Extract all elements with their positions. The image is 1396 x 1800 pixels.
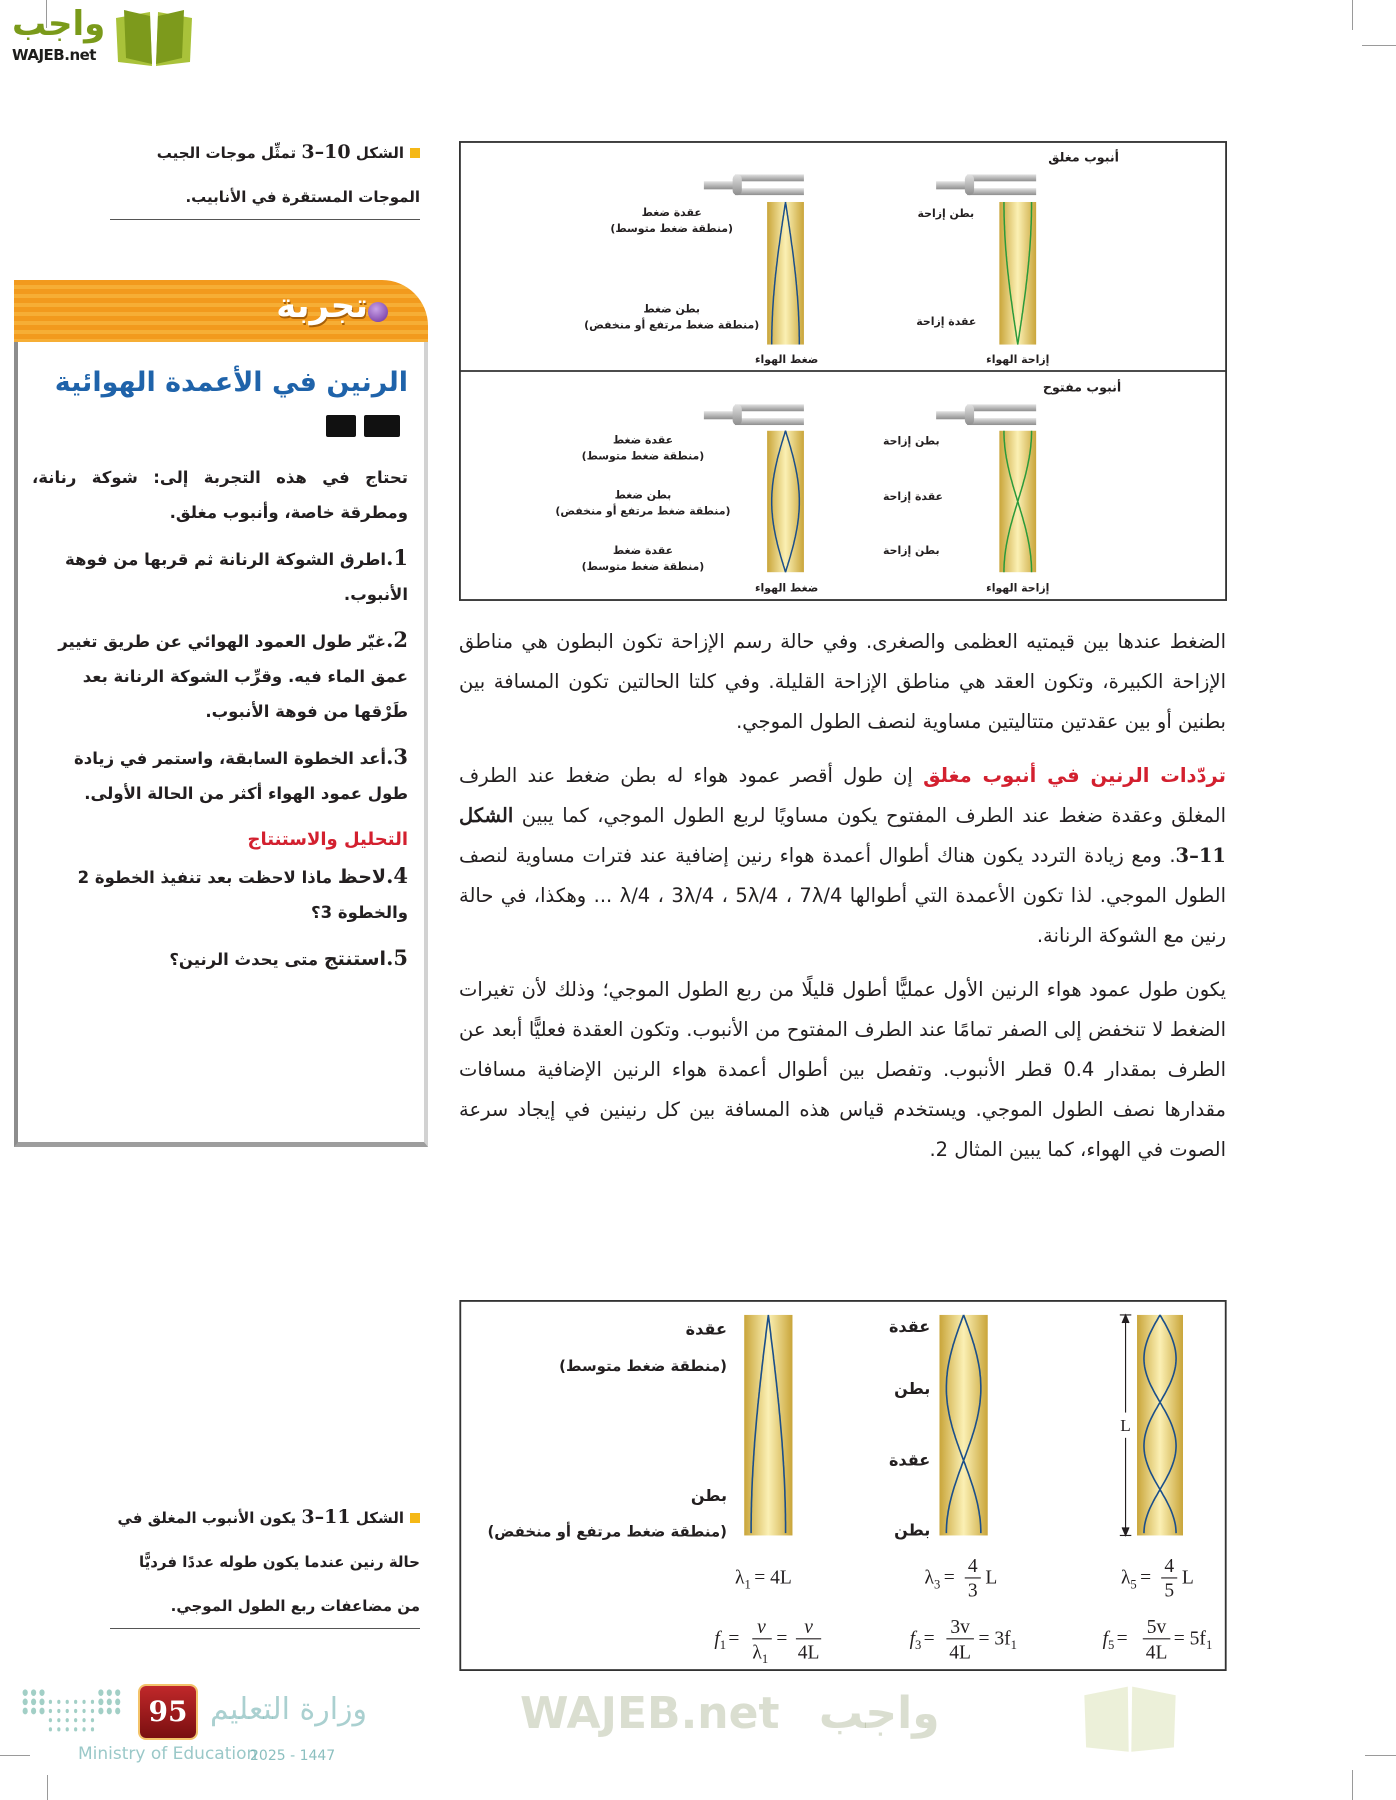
svg-text:λ5=: $\lambda_5$ = bbox=[1120, 1567, 1152, 1592]
svg-text:5: 5 bbox=[1164, 1580, 1175, 1602]
label-antinode: بطن bbox=[894, 1520, 931, 1540]
logo-dot bbox=[82, 1700, 85, 1704]
body-paragraph: يكون طول عمود هواء الرنين الأول عمليًّا أطول قليلًا من ربع الطول الموجي؛ وذلك لأن تغيرات الضغط لا تنخفض إلى الصفر تمامًا عند الطرف المفتوح من الأنبوب. وتكون العقدة فعليًّا أبعد عن الطرف بمقدار 0.4 قطر الأنبوب. وتفصل بين أطوال أعمدة هواء الرنين الإضافية مسافات مقدارها نصف الطول الموجي. ويستخدم قياس هذه المسافة بين كل رنينين في إيجاد سرعة الصوت في الهواء، كما يبين المثال 2. bbox=[459, 978, 1226, 1161]
logo-latin: WAJEB.net bbox=[12, 46, 96, 64]
logo-dot bbox=[107, 1708, 112, 1715]
logo-dot bbox=[66, 1718, 69, 1722]
logo-dot bbox=[39, 1708, 44, 1715]
lab-safety-icon bbox=[326, 415, 356, 437]
paragraph-lead: تردّدات الرنين في أنبوب مغلق bbox=[923, 764, 1226, 787]
logo-dot bbox=[49, 1700, 52, 1704]
caption-line: من مضاعفات ربع الطول الموجي. bbox=[170, 1597, 420, 1615]
label-pressure-antinode: بطن ضغط bbox=[643, 302, 701, 316]
step-number: 3. bbox=[386, 744, 408, 769]
logo-dot bbox=[115, 1689, 120, 1696]
watermark-latin: WAJEB.net bbox=[520, 1688, 780, 1739]
label-pressure-node: عقدة ضغط bbox=[612, 433, 674, 447]
experiment-body bbox=[14, 342, 428, 1147]
caption-line: الموجات المستقرة في الأنابيب. bbox=[185, 188, 420, 206]
svg-text:4L: 4L bbox=[949, 1642, 972, 1664]
logo-dot bbox=[74, 1718, 77, 1722]
body-paragraph bbox=[459, 756, 1226, 956]
figure-reference[interactable]: الشكل 11–3 bbox=[459, 804, 1226, 867]
page-number: 95 bbox=[140, 1686, 196, 1738]
standing-waves-diagram bbox=[459, 141, 1227, 601]
logo-dot bbox=[98, 1708, 103, 1715]
logo-dot bbox=[82, 1709, 85, 1713]
experiment-title-text: الرنين في الأعمدة الهوائية bbox=[54, 367, 408, 398]
logo-dot bbox=[98, 1699, 103, 1706]
book-icon bbox=[112, 6, 196, 68]
logo-dot bbox=[66, 1700, 69, 1704]
experiment-step bbox=[32, 540, 408, 612]
label-displacement-antinode: بطن إزاحة bbox=[883, 434, 940, 448]
paragraph-text: . ومع زيادة التردد يكون هناك أطوال أعمدة هواء رنين إضافية عند فترات مساوية لنصف الطول الموجي. لذا تكون الأعمدة التي أطوالها λ/4 ، 3λ/4 ، 5λ/4 ، 7λ/4 ... وهكذا، في حالة رنين مع الشوكة الرنانة. bbox=[459, 844, 1226, 947]
watermark bbox=[520, 1688, 940, 1739]
crop-mark bbox=[47, 1775, 48, 1800]
logo-dot bbox=[74, 1709, 77, 1713]
logo-arabic: واجب bbox=[12, 4, 106, 44]
caption-line: حالة رنين عندما يكون طوله عددًا فرديًّا bbox=[138, 1553, 420, 1571]
pipe-fifth-harmonic bbox=[1137, 1315, 1183, 1536]
caption-line: يكون الأنبوب المغلق في bbox=[117, 1509, 297, 1527]
svg-text:= 3f1: = $3f_1$ bbox=[978, 1628, 1018, 1653]
closed-pipe-resonance-diagram bbox=[459, 1300, 1227, 1671]
experiment-step bbox=[32, 622, 408, 729]
svg-text:4L: 4L bbox=[1145, 1642, 1168, 1664]
svg-text:4: 4 bbox=[1164, 1556, 1175, 1578]
logo-dot bbox=[23, 1699, 28, 1706]
closed-pipe-title: أنبوب مغلق bbox=[1048, 149, 1119, 165]
svg-text:v: v bbox=[757, 1617, 766, 1639]
label-antinode: بطن bbox=[690, 1486, 727, 1506]
svg-text:λ1= 4L: $\lambda_1 = 4L$ bbox=[735, 1567, 792, 1592]
caption-number: 10–3 bbox=[301, 141, 351, 163]
logo-dot bbox=[31, 1689, 36, 1696]
experiment-step bbox=[32, 739, 408, 811]
logo-dot bbox=[74, 1727, 77, 1731]
logo-dot bbox=[115, 1708, 120, 1715]
length-label: L bbox=[1120, 1415, 1131, 1435]
svg-text:4: 4 bbox=[967, 1556, 978, 1578]
logo-dot bbox=[31, 1699, 36, 1706]
bullet-dot-icon bbox=[368, 302, 388, 322]
pipe-third-harmonic bbox=[939, 1315, 987, 1536]
svg-text:f1=: $f_1$ = bbox=[714, 1628, 740, 1653]
label-displacement-node: عقدة إزاحة bbox=[882, 489, 944, 503]
label-pressure-antinode: بطن ضغط bbox=[614, 488, 672, 502]
svg-text:f3=: $f_3$ = bbox=[909, 1628, 935, 1653]
equation-lambda1 bbox=[735, 1568, 792, 1592]
logo-dot bbox=[91, 1727, 94, 1731]
logo-dot bbox=[57, 1727, 60, 1731]
caption-number: 11–3 bbox=[301, 1506, 351, 1528]
label-node: عقدة bbox=[888, 1317, 931, 1337]
logo-dot bbox=[31, 1708, 36, 1715]
paragraph-text: إن طول أقصر عمود هواء له بطن ضغط عند الطرف المغلق وعقدة ضغط عند الطرف المفتوح يكون مساويًا لربع الطول الموجي، كما يبين bbox=[459, 764, 1226, 827]
caption-label: الشكل bbox=[355, 1509, 404, 1527]
logo-dot bbox=[82, 1718, 85, 1722]
crop-mark bbox=[0, 1755, 30, 1756]
body-paragraph: الضغط عندها بين قيمتيه العظمى والصغرى. وفي حالة رسم الإزاحة تكون البطون هي مناطق الإزاحة الكبيرة، وتكون العقد هي مناطق الإزاحة القليلة. وفي كلتا الحالتين تكون المسافة بين بطنين أو بين عقدتين متتاليتين مساوية لنصف الطول الموجي. bbox=[459, 630, 1226, 733]
body-text bbox=[459, 622, 1226, 1184]
svg-text:L: L bbox=[1181, 1567, 1194, 1589]
watermark-arabic: واجب bbox=[818, 1688, 940, 1739]
label-antinode-desc: (منطقة ضغط مرتفع أو منخفض) bbox=[487, 1522, 727, 1541]
step-text: أعد الخطوة السابقة، واستمر في زيادة طول عمود الهواء أكثر من الحالة الأولى. bbox=[74, 749, 408, 803]
experiment-intro: تحتاج في هذه التجربة إلى: شوكة رنانة، ومطرقة خاصة، وأنبوب مغلق. bbox=[32, 468, 408, 522]
logo-dot bbox=[57, 1709, 60, 1713]
ministry-arabic: وزارة التعليم bbox=[210, 1692, 368, 1727]
label-displacement-antinode: بطن إزاحة bbox=[917, 206, 975, 220]
label-node: عقدة bbox=[685, 1319, 727, 1339]
experiment-box bbox=[14, 280, 428, 1147]
open-pipe-pressure bbox=[767, 431, 804, 572]
logo-dot bbox=[57, 1718, 60, 1722]
question-text: متى يحدث الرنين؟ bbox=[169, 950, 319, 969]
label-air-pressure: ضغط الهواء bbox=[754, 352, 819, 366]
step-text: اطرق الشوكة الرنانة ثم قربها من فوهة الأنبوب. bbox=[64, 550, 408, 604]
label-pressure-node: عقدة ضغط bbox=[641, 205, 702, 219]
question-number: 5. bbox=[386, 945, 408, 970]
logo-dot bbox=[107, 1699, 112, 1706]
crop-mark bbox=[1362, 45, 1396, 46]
experiment-question bbox=[32, 940, 408, 977]
logo-dot bbox=[91, 1700, 94, 1704]
wajeb-logo[interactable] bbox=[8, 4, 193, 70]
label-antinode: بطن bbox=[894, 1379, 931, 1399]
experiment-title bbox=[32, 362, 408, 446]
caption-label: الشكل bbox=[355, 144, 404, 162]
svg-text:v: v bbox=[804, 1617, 813, 1639]
open-pipe-title: أنبوب مفتوح bbox=[1042, 379, 1122, 395]
logo-dot bbox=[74, 1700, 77, 1704]
experiment-header-title: تجربة bbox=[276, 286, 368, 326]
question-text: ماذا لاحظت بعد تنفيذ الخطوة 2 والخطوة 3؟ bbox=[77, 868, 408, 922]
label-air-pressure: ضغط الهواء bbox=[754, 581, 819, 595]
step-number: 1. bbox=[386, 545, 408, 570]
logo-dot bbox=[23, 1689, 28, 1696]
logo-dot bbox=[23, 1708, 28, 1715]
figure-11-3-caption bbox=[110, 1495, 420, 1629]
label-displacement-antinode: بطن إزاحة bbox=[883, 543, 940, 557]
svg-text:f5=: $f_5$ = bbox=[1102, 1628, 1128, 1653]
experiment-header bbox=[14, 280, 428, 342]
figure-10-3-caption bbox=[110, 130, 420, 220]
question-verb: لاحظ bbox=[337, 866, 387, 888]
label-pressure-node-desc: (منطقة ضغط متوسط) bbox=[610, 221, 734, 235]
logo-dot bbox=[98, 1689, 103, 1696]
caption-line: تمثِّل موجات الجيب bbox=[156, 144, 297, 162]
logo-dot bbox=[107, 1689, 112, 1696]
label-displacement-node: عقدة إزاحة bbox=[916, 315, 977, 329]
logo-dot bbox=[91, 1718, 94, 1722]
svg-text:4L: 4L bbox=[797, 1642, 820, 1664]
experiment-question bbox=[32, 858, 408, 930]
logo-dot bbox=[49, 1709, 52, 1713]
svg-text:λ1: $\lambda_1$ bbox=[752, 1642, 769, 1666]
logo-dot bbox=[39, 1699, 44, 1706]
ministry-dots-logo bbox=[20, 1686, 130, 1736]
svg-text:5v: 5v bbox=[1146, 1617, 1167, 1639]
svg-text:=: = bbox=[776, 1628, 788, 1650]
logo-dot bbox=[39, 1689, 44, 1696]
label-pressure-antinode-desc: (منطقة ضغط مرتفع أو منخفض) bbox=[584, 318, 760, 332]
logo-dot bbox=[49, 1727, 52, 1731]
logo-dot bbox=[49, 1718, 52, 1722]
watermark-book-icon bbox=[1080, 1682, 1180, 1752]
svg-text:L: L bbox=[985, 1567, 998, 1589]
crop-mark bbox=[1352, 1770, 1353, 1800]
logo-dot bbox=[82, 1727, 85, 1731]
logo-dot bbox=[66, 1727, 69, 1731]
svg-text:λ3=: $\lambda_3$ = bbox=[924, 1567, 955, 1592]
logo-dot bbox=[66, 1709, 69, 1713]
label-pressure-antinode-desc: (منطقة ضغط مرتفع أو منخفض) bbox=[555, 504, 731, 518]
logo-dot bbox=[91, 1709, 94, 1713]
question-number: 4. bbox=[386, 863, 408, 888]
crop-mark bbox=[1365, 1755, 1396, 1756]
ministry-year: 2025 - 1447 bbox=[250, 1748, 336, 1764]
ministry-english: Ministry of Education bbox=[78, 1744, 258, 1764]
safety-goggles-icon bbox=[364, 415, 400, 437]
svg-text:3v: 3v bbox=[950, 1617, 970, 1639]
logo-dot bbox=[115, 1699, 120, 1706]
step-number: 2. bbox=[386, 627, 408, 652]
label-pressure-node-desc: (منطقة ضغط متوسط) bbox=[581, 559, 705, 573]
label-pressure-node-desc: (منطقة ضغط متوسط) bbox=[581, 449, 705, 463]
label-air-displacement: إزاحة الهواء bbox=[986, 352, 1050, 366]
svg-text:= 5f1: = $5f_1$ bbox=[1173, 1628, 1213, 1653]
caption-bullet-icon bbox=[410, 148, 420, 158]
label-node: عقدة bbox=[888, 1450, 931, 1470]
step-text: غيّر طول العمود الهوائي عن طريق تغيير عمق الماء فيه. وقرِّب الشوكة الرنانة بعد طَرْقها من فوهة الأنبوب. bbox=[58, 632, 408, 721]
svg-text:3: 3 bbox=[967, 1580, 978, 1602]
label-air-displacement: إزاحة الهواء bbox=[986, 581, 1050, 595]
label-node-desc: (منطقة ضغط متوسط) bbox=[559, 1357, 727, 1376]
caption-bullet-icon bbox=[410, 1513, 420, 1523]
logo-dot bbox=[57, 1700, 60, 1704]
analysis-heading: التحليل والاستنتاج bbox=[247, 829, 408, 850]
label-pressure-node: عقدة ضغط bbox=[612, 543, 674, 557]
question-verb: استنتج bbox=[323, 948, 387, 970]
crop-mark bbox=[1352, 0, 1353, 30]
